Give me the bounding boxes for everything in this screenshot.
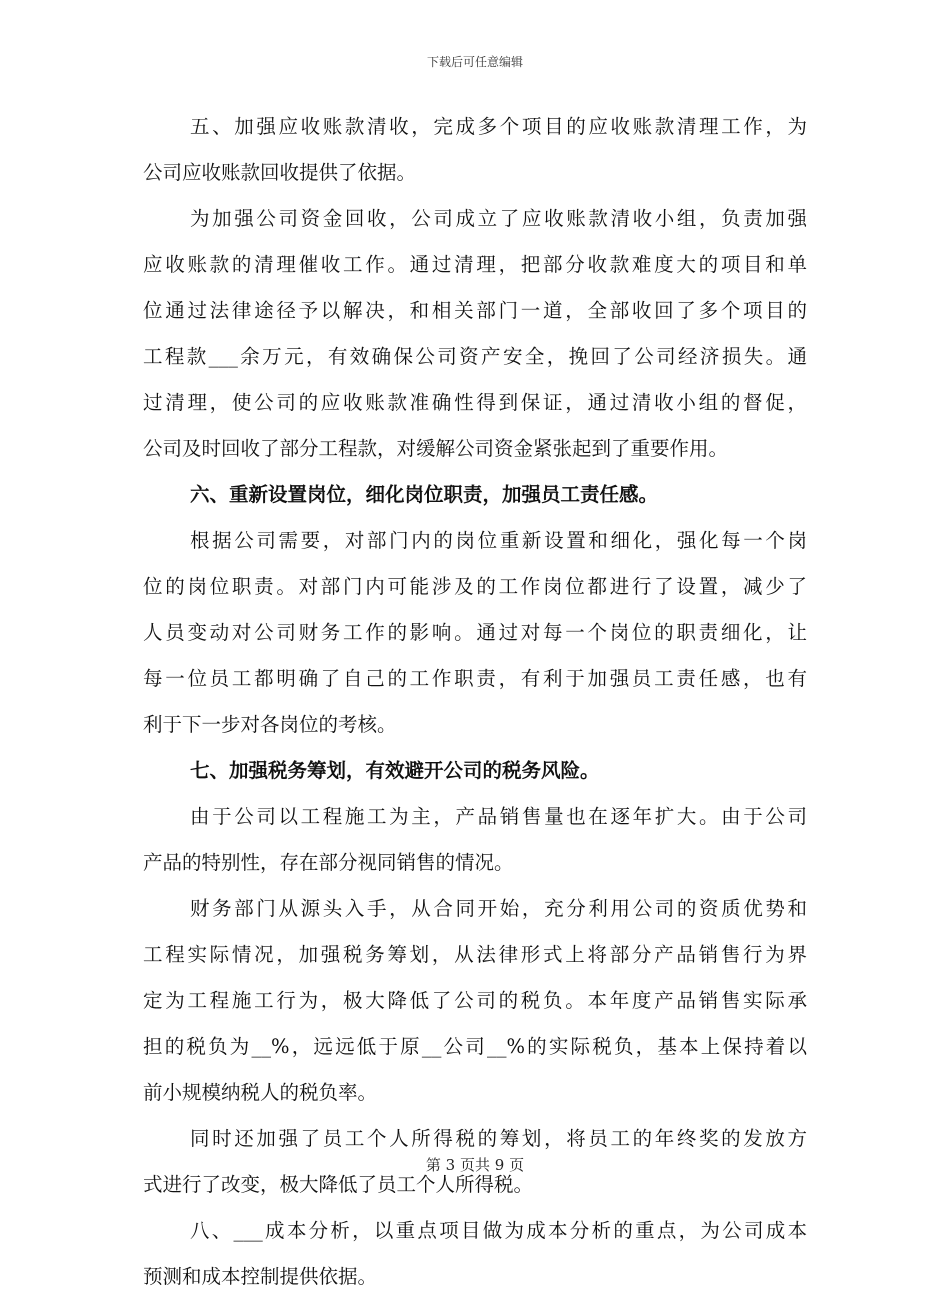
text-line: 每一位员工都明确了自己的工作职责，有利于加强员工责任感，也有	[143, 667, 807, 690]
text-line: 产品的特别性，存在部分视同销售的情况。	[143, 851, 514, 874]
text-line: 担的税负为__%，远远低于原__公司__%的实际税负，基本上保持着以	[143, 1035, 807, 1058]
text-line: 五、加强应收账款清收，完成多个项目的应收账款清理工作，为	[190, 115, 807, 138]
text-line: 应收账款的清理催收工作。通过清理，把部分收款难度大的项目和单	[143, 253, 807, 276]
page-header: 下载后可任意编辑	[426, 55, 523, 69]
text-line: 公司应收账款回收提供了依据。	[143, 161, 417, 184]
section-heading: 七、加强税务筹划，有效避开公司的税务风险。	[190, 759, 600, 782]
text-line: 八、___成本分析，以重点项目做为成本分析的重点，为公司成本	[190, 1219, 807, 1242]
text-line: 过清理，使公司的应收账款准确性得到保证，通过清收小组的督促，	[143, 391, 807, 414]
text-line: 工程实际情况，加强税务筹划，从法律形式上将部分产品销售行为界	[143, 943, 807, 966]
text-line: 同时还加强了员工个人所得税的筹划，将员工的年终奖的发放方	[190, 1127, 807, 1150]
text-line: 利于下一步对各岗位的考核。	[143, 713, 397, 736]
text-line: 定为工程施工行为，极大降低了公司的税负。本年度产品销售实际承	[143, 989, 807, 1012]
text-line: 前小规模纳税人的税负率。	[143, 1081, 378, 1104]
text-line: 工程款___余万元，有效确保公司资产安全，挽回了公司经济损失。通	[143, 345, 807, 368]
text-line: 财务部门从源头入手，从合同开始，充分利用公司的资质优势和	[190, 897, 807, 920]
text-line: 预测和成本控制提供依据。	[143, 1265, 378, 1288]
text-line: 根据公司需要，对部门内的岗位重新设置和细化，强化每一个岗	[190, 529, 807, 552]
section-heading: 六、重新设置岗位，细化岗位职责，加强员工责任感。	[190, 483, 659, 506]
page-number: 第 3 页共 9 页	[425, 1156, 525, 1174]
text-line: 公司及时回收了部分工程款，对缓解公司资金紧张起到了重要作用。	[143, 437, 729, 460]
text-line: 人员变动对公司财务工作的影响。通过对每一个岗位的职责细化，让	[143, 621, 807, 644]
text-line: 为加强公司资金回收，公司成立了应收账款清收小组，负责加强	[190, 207, 807, 230]
text-line: 由于公司以工程施工为主，产品销售量也在逐年扩大。由于公司	[190, 805, 807, 828]
text-line: 式进行了改变，极大降低了员工个人所得税。	[143, 1173, 534, 1196]
text-line: 位的岗位职责。对部门内可能涉及的工作岗位都进行了设置，减少了	[143, 575, 807, 598]
document-body	[143, 104, 807, 1300]
text-line: 位通过法律途径予以解决，和相关部门一道，全部收回了多个项目的	[143, 299, 807, 322]
